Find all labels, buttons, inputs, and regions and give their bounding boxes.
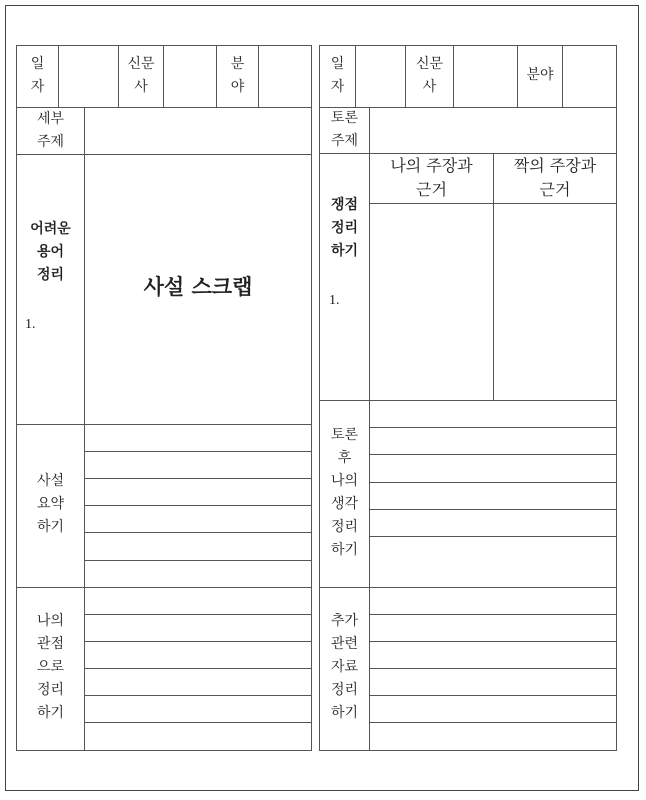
left-summary-label: 사설 요약 하기: [36, 473, 65, 535]
right-newspaper-field[interactable]: [454, 46, 517, 107]
right-topic-label: 토론 주제: [330, 110, 359, 149]
left-field-label: 분 야: [230, 56, 245, 95]
left-terms-label: 어려운 용어 정리: [30, 221, 71, 283]
right-date-field[interactable]: [356, 46, 405, 107]
left-subtopic-field[interactable]: [85, 108, 311, 154]
left-viewpoint-label: 나의 관점 으로 정리 하기: [36, 613, 65, 721]
left-terms-first-item: 1.: [25, 317, 36, 332]
editorial-scrap-title: 사설 스크랩: [143, 275, 253, 299]
left-date-label: 일 자: [30, 56, 45, 95]
right-topic-field[interactable]: [370, 108, 616, 153]
right-after-debate-label: 토론 후 나의 생각 정리 하기: [330, 427, 359, 558]
left-field-field[interactable]: [259, 46, 311, 107]
left-newspaper-field[interactable]: [164, 46, 216, 107]
left-subtopic-label: 세부 주제: [36, 111, 65, 150]
left-newspaper-label: 신문 사: [127, 56, 155, 95]
right-field-label: 분야: [526, 67, 554, 83]
my-claim-header: 나의 주장과 근거: [390, 156, 473, 199]
right-issues-label: 쟁점 정리 하기: [330, 197, 359, 259]
right-date-label: 일 자: [330, 56, 345, 95]
right-newspaper-label: 신문 사: [415, 56, 444, 95]
partner-claim-header: 짝의 주장과 근거: [513, 156, 597, 199]
left-date-field[interactable]: [59, 46, 118, 107]
right-field-field[interactable]: [563, 46, 616, 107]
right-issues-first-item: 1.: [329, 293, 340, 308]
right-additional-label: 추가 관련 자료 정리 하기: [330, 613, 359, 721]
